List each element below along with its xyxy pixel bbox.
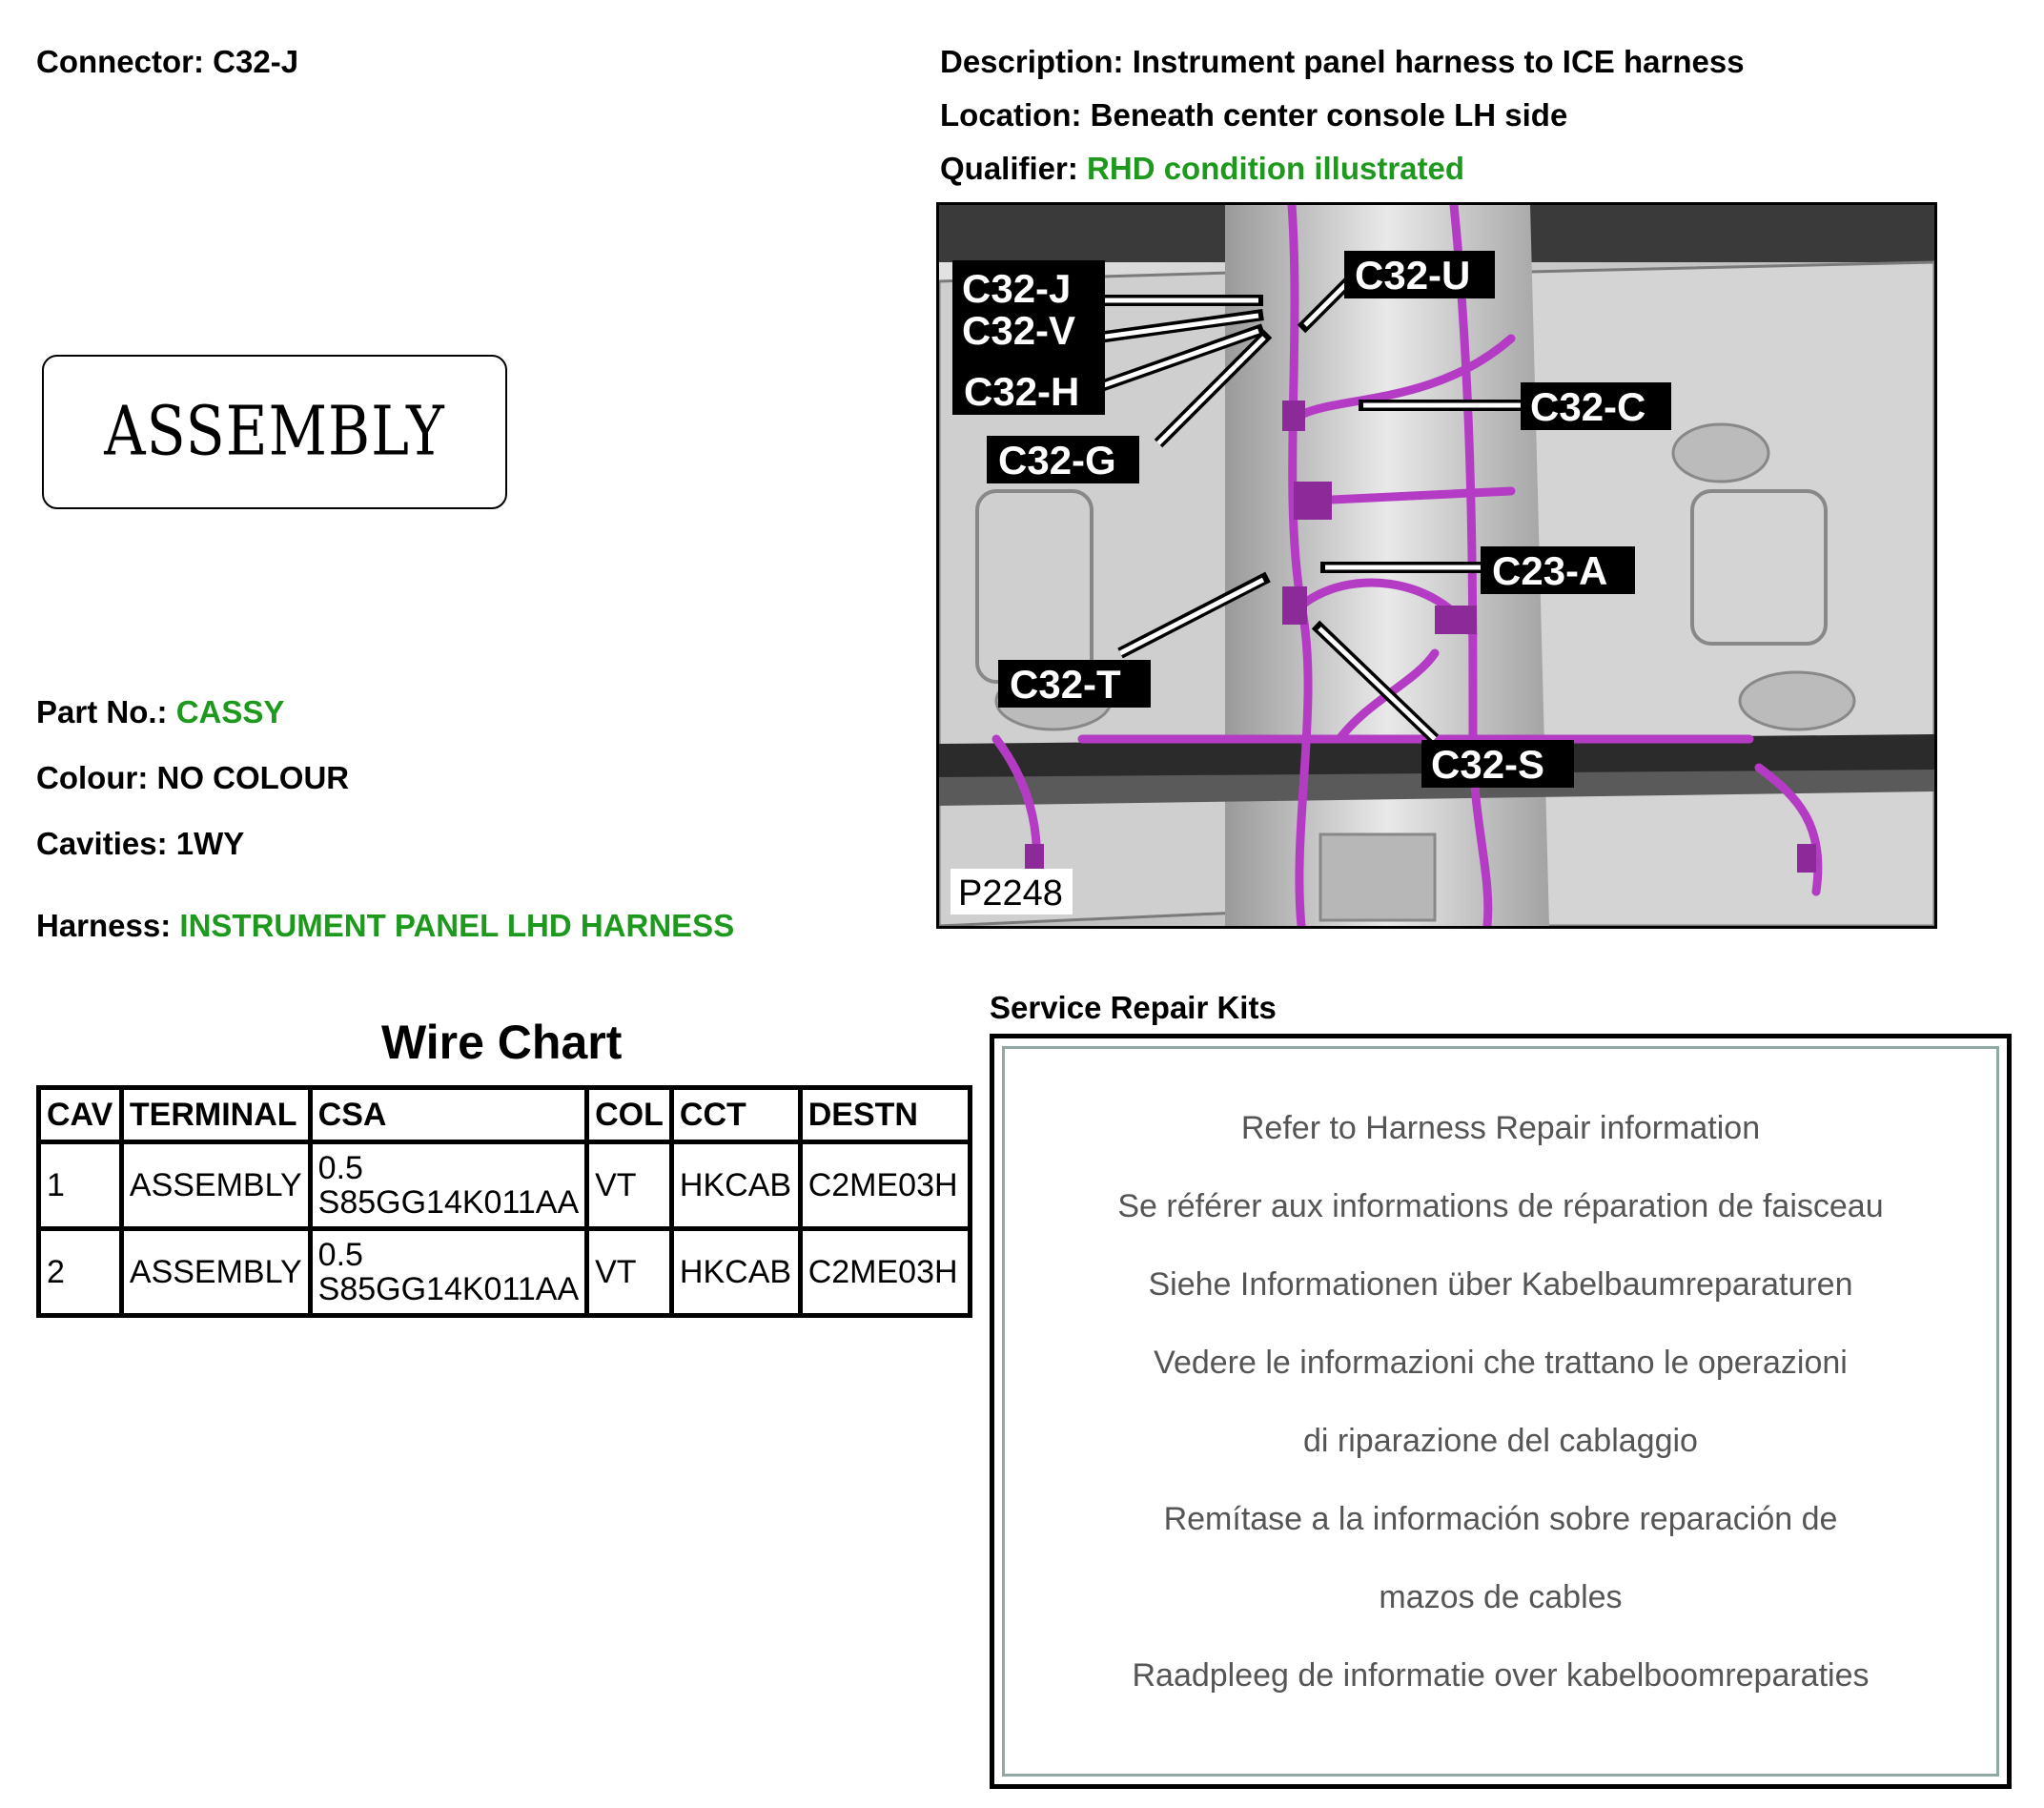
col-header-destn: DESTN bbox=[800, 1088, 970, 1142]
cell-csa bbox=[310, 1142, 586, 1229]
cell-col: VT bbox=[587, 1229, 672, 1316]
connector-value: C32-J bbox=[213, 44, 299, 79]
srk-line-it-2: di riparazione del cablaggio bbox=[1303, 1423, 1698, 1459]
col-header-cct: CCT bbox=[671, 1088, 800, 1142]
cell-destn: C2ME03H bbox=[800, 1229, 970, 1316]
location-field bbox=[940, 97, 1567, 134]
callout-c32-u: C32-U bbox=[1355, 253, 1471, 298]
colour-value: NO COLOUR bbox=[156, 760, 350, 795]
cell-cct: HKCAB bbox=[671, 1229, 800, 1316]
cell-col: VT bbox=[587, 1142, 672, 1229]
srk-line-it-1: Vedere le informazioni che trattano le operazioni bbox=[1154, 1345, 1848, 1381]
srk-line-en: Refer to Harness Repair information bbox=[1240, 1110, 1761, 1146]
srk-line-es-1: Remítase a la información sobre reparación de bbox=[1163, 1501, 1838, 1537]
cell-terminal: ASSEMBLY bbox=[121, 1142, 310, 1229]
colour-label: Colour: bbox=[36, 760, 149, 795]
cell-destn: C2ME03H bbox=[800, 1142, 970, 1229]
callout-c32-s: C32-S bbox=[1431, 742, 1545, 787]
col-header-terminal: TERMINAL bbox=[121, 1088, 310, 1142]
cell-terminal: ASSEMBLY bbox=[121, 1229, 310, 1316]
cell-cav: 2 bbox=[39, 1229, 122, 1316]
service-repair-kits-box bbox=[990, 1034, 2012, 1789]
colour-field bbox=[36, 760, 349, 796]
callout-c23-a: C23-A bbox=[1492, 548, 1608, 593]
description-field bbox=[940, 44, 1745, 80]
srk-line-de: Siehe Informationen über Kabelbaumreparaturen bbox=[1148, 1266, 1853, 1303]
cavities-field bbox=[36, 826, 244, 862]
table-row bbox=[39, 1229, 971, 1316]
cell-csa-size: 0.5 bbox=[317, 1237, 363, 1273]
harness-field bbox=[36, 908, 734, 944]
srk-line-es-2: mazos de cables bbox=[1379, 1579, 1623, 1615]
wire-chart-header-row bbox=[39, 1088, 971, 1142]
cell-cct: HKCAB bbox=[671, 1142, 800, 1229]
callout-c32-v: C32-V bbox=[962, 308, 1076, 353]
assembly-badge bbox=[42, 355, 507, 509]
wire-chart-title: Wire Chart bbox=[381, 1016, 623, 1069]
cell-cav: 1 bbox=[39, 1142, 122, 1229]
cell-csa-part: S85GG14K011AA bbox=[317, 1271, 580, 1307]
qualifier-label: Qualifier: bbox=[940, 151, 1078, 186]
location-illustration bbox=[939, 205, 1934, 926]
cavities-label: Cavities: bbox=[36, 826, 168, 861]
callout-c32-j: C32-J bbox=[962, 266, 1072, 311]
connector-location-image bbox=[936, 202, 1937, 929]
callout-c32-t: C32-T bbox=[1010, 662, 1121, 707]
callout-c32-h: C32-H bbox=[964, 369, 1080, 414]
assembly-badge-text: ASSEMBLY bbox=[104, 392, 445, 472]
cell-csa-size: 0.5 bbox=[317, 1150, 363, 1186]
connector-field bbox=[36, 44, 298, 80]
qualifier-field bbox=[940, 151, 1464, 187]
cell-csa bbox=[310, 1229, 586, 1316]
col-header-csa: CSA bbox=[310, 1088, 586, 1142]
part-no-value: CASSY bbox=[175, 694, 285, 729]
service-repair-kits-inner bbox=[1002, 1046, 1999, 1777]
connector-label: Connector: bbox=[36, 44, 204, 79]
part-no-label: Part No.: bbox=[36, 694, 168, 729]
col-header-cav: CAV bbox=[39, 1088, 122, 1142]
wire-chart-table bbox=[36, 1085, 972, 1318]
image-reference: P2248 bbox=[958, 873, 1063, 914]
service-repair-kits-title: Service Repair Kits bbox=[990, 990, 1277, 1025]
description-label: Description: bbox=[940, 44, 1124, 79]
callout-c32-c: C32-C bbox=[1530, 384, 1646, 429]
col-header-col: COL bbox=[587, 1088, 672, 1142]
callout-c32-g: C32-G bbox=[998, 438, 1116, 483]
location-label: Location: bbox=[940, 97, 1082, 133]
srk-line-nl: Raadpleeg de informatie over kabelboomreparaties bbox=[1132, 1657, 1870, 1694]
harness-value: INSTRUMENT PANEL LHD HARNESS bbox=[179, 908, 735, 943]
part-no-field bbox=[36, 694, 284, 730]
location-value: Beneath center console LH side bbox=[1090, 97, 1568, 133]
cell-csa-part: S85GG14K011AA bbox=[317, 1184, 580, 1221]
harness-label: Harness: bbox=[36, 908, 172, 943]
description-value: Instrument panel harness to ICE harness bbox=[1132, 44, 1745, 79]
qualifier-value: RHD condition illustrated bbox=[1087, 151, 1465, 186]
table-row bbox=[39, 1142, 971, 1229]
srk-line-fr: Se référer aux informations de réparation de faisceau bbox=[1117, 1188, 1884, 1224]
cavities-value: 1WY bbox=[175, 826, 245, 861]
